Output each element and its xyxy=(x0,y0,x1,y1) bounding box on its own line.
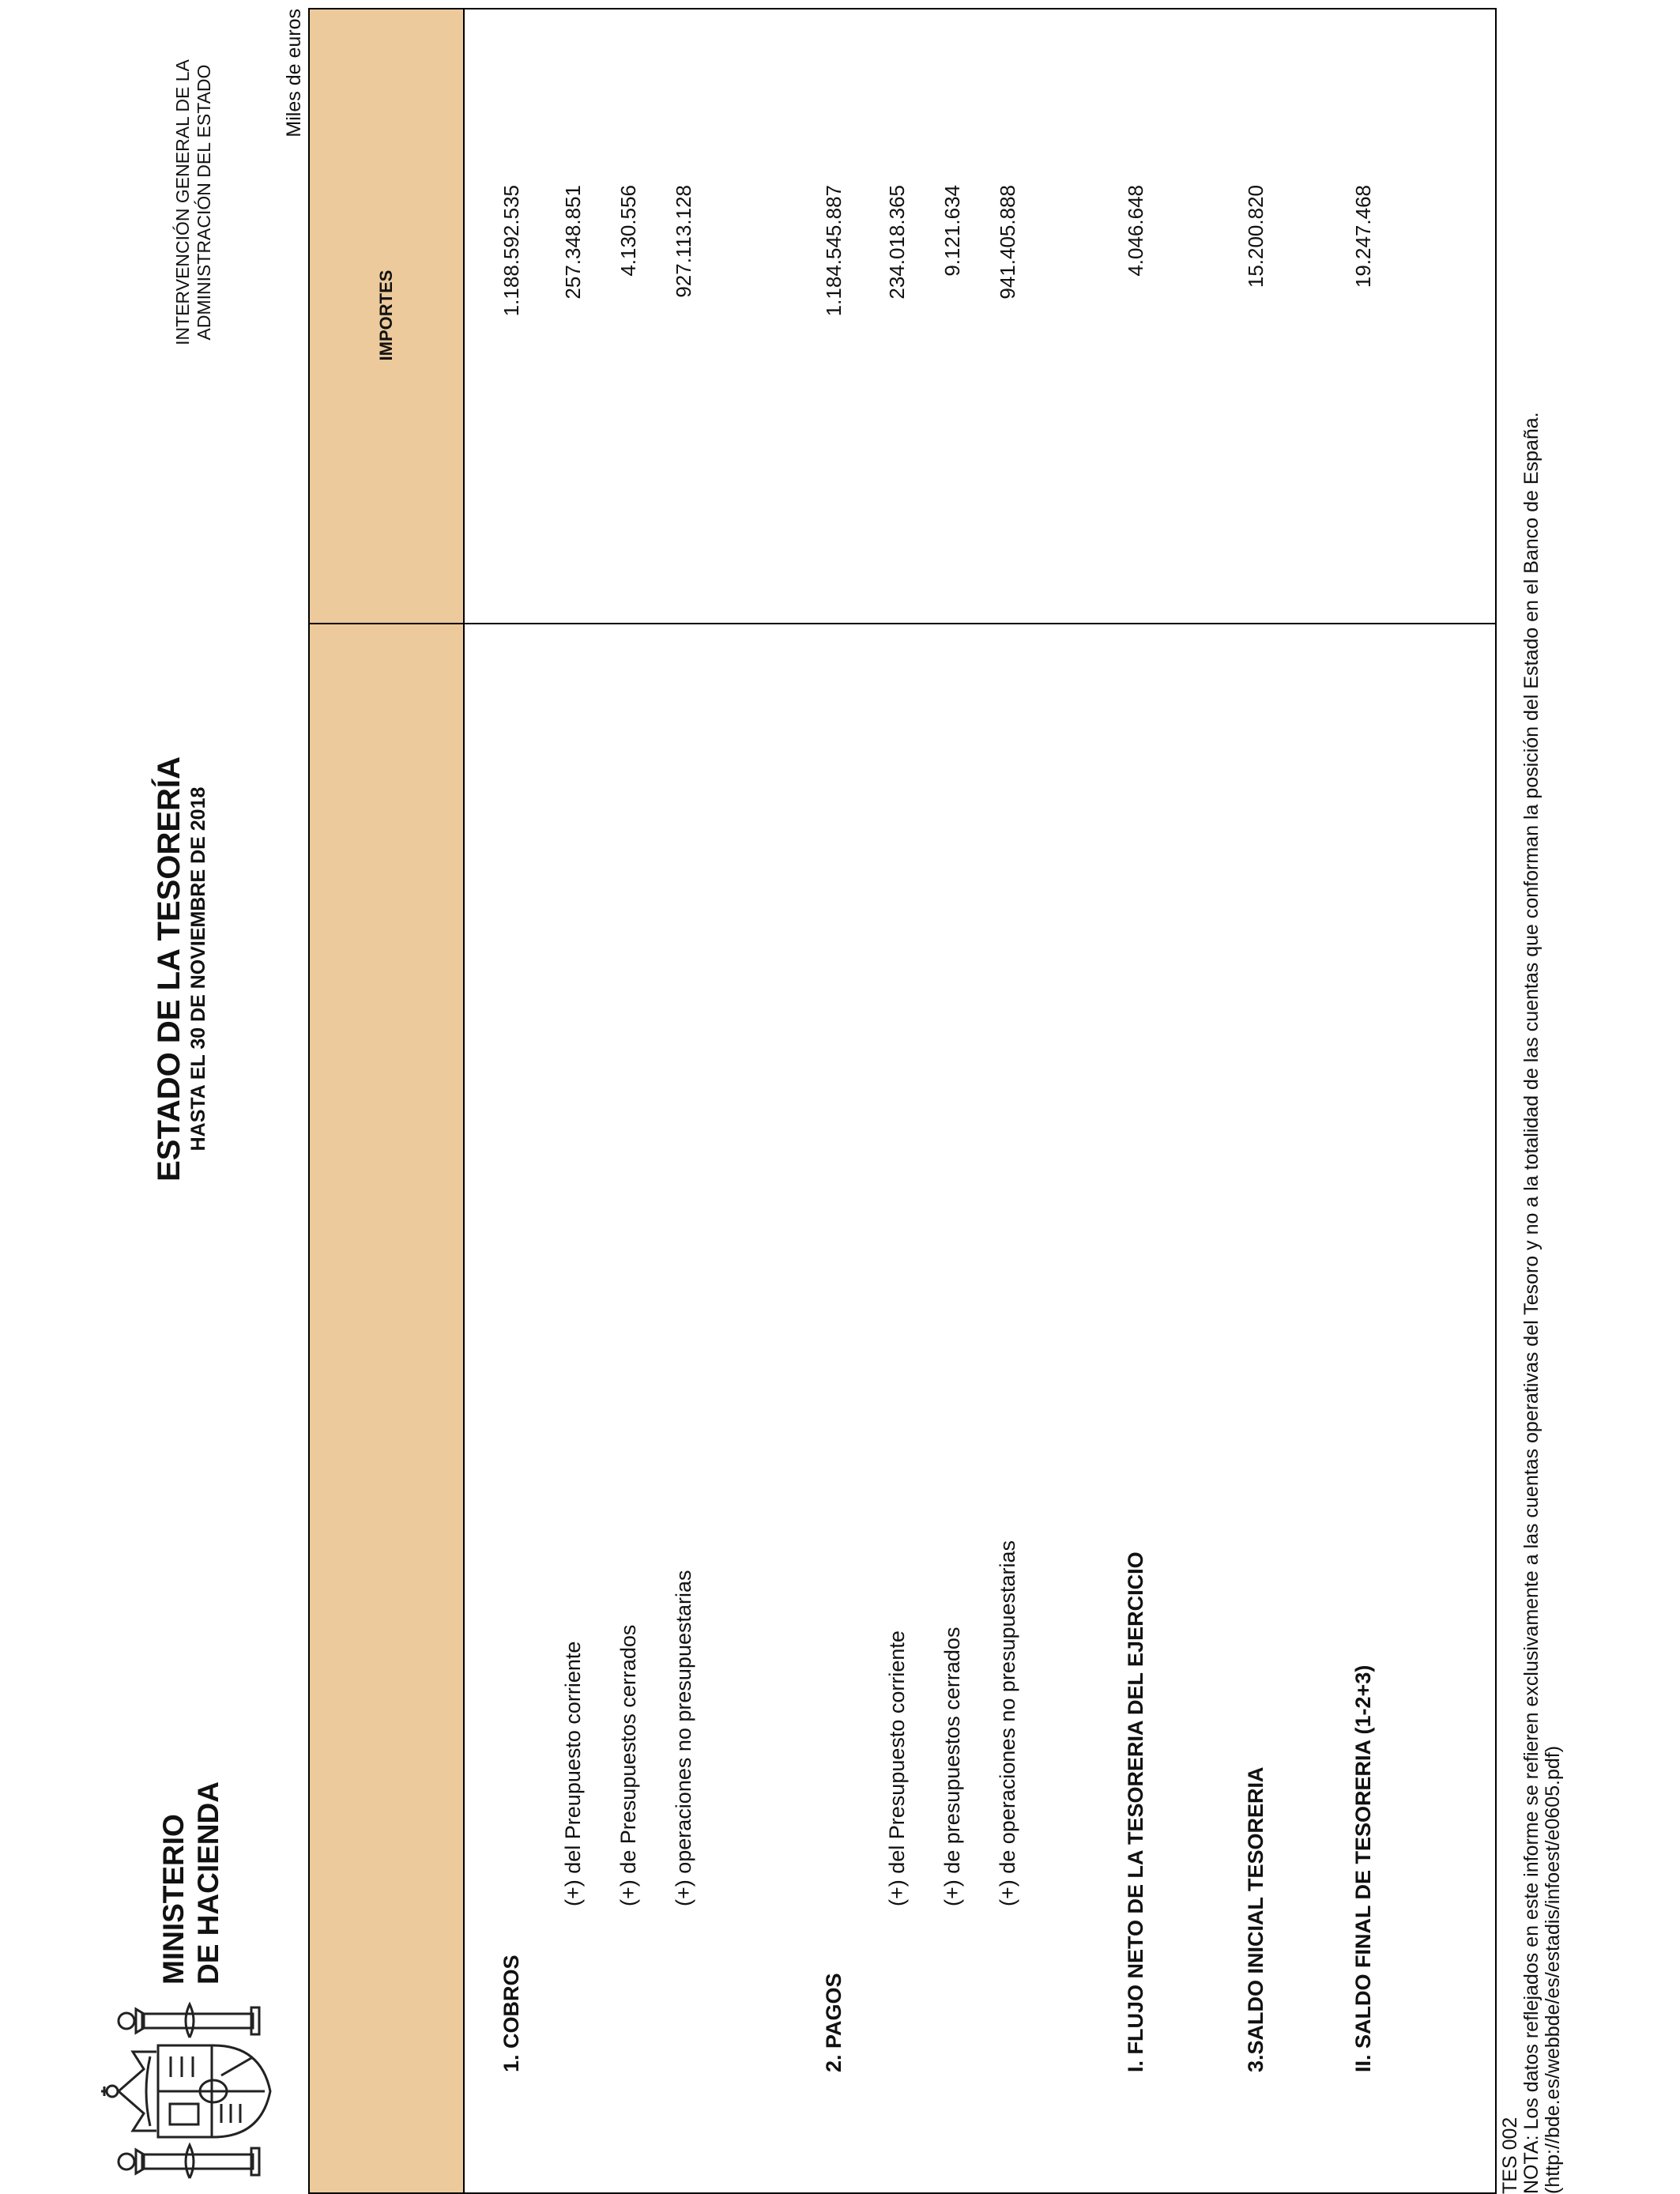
row-label-saldo-final: II. SALDO FINAL DE TESORERIA (1-2+3) xyxy=(1351,1664,1375,2072)
row-label-cobros: 1. COBROS xyxy=(499,1955,523,2072)
amount-saldo-final: 19.247.468 xyxy=(1351,185,1375,288)
issuing-agency xyxy=(172,28,215,376)
ministry-name-line1: MINISTERIO xyxy=(157,1814,190,1985)
amount-pagos: 1.184.545.887 xyxy=(822,185,846,317)
issuing-agency-line1: INTERVENCIÓN GENERAL DE LA xyxy=(172,59,193,345)
row-label-saldo-inicial: 3.SALDO INICIAL TESORERIA xyxy=(1244,1766,1268,2072)
amount-cobros-presupuestos-cerrados: 4.130.556 xyxy=(616,185,640,277)
row-label-pagos-presupuesto-corriente: (+) del Presupuesto corriente xyxy=(885,1630,909,1906)
amount-saldo-inicial: 15.200.820 xyxy=(1244,185,1268,288)
amount-pagos-presupuestos-cerrados: 9.121.634 xyxy=(940,185,964,277)
amount-flujo-neto: 4.046.648 xyxy=(1124,185,1147,277)
units-label: Miles de euros xyxy=(283,9,305,138)
amount-cobros: 1.188.592.535 xyxy=(499,185,523,317)
footer-source-link: (http://bde.es/webbde/es/estadis/infoest/e0605.pdf) xyxy=(1542,1745,1564,2194)
footer xyxy=(1500,8,1564,2194)
column-divider xyxy=(310,623,1495,624)
coat-of-arms-emblem xyxy=(95,1996,277,2186)
amount-pagos-presupuesto-corriente: 234.018.365 xyxy=(885,185,909,300)
issuing-agency-line2: ADMINISTRACIÓN DEL ESTADO xyxy=(194,64,214,341)
treasury-table xyxy=(308,8,1497,2194)
page-title: ESTADO DE LA TESORERÍA xyxy=(152,756,186,1182)
report-code: TES 002 xyxy=(1499,2117,1521,2194)
amount-cobros-no-presupuestarias: 927.113.128 xyxy=(672,185,695,298)
row-label-cobros-presupuesto-corriente: (+) del Preupuesto corriente xyxy=(561,1641,585,1906)
row-label-pagos-presupuestos-cerrados: (+) de presupuestos cerrados xyxy=(940,1627,964,1906)
ministry-name xyxy=(156,1781,226,1985)
title-block xyxy=(152,692,210,1246)
column-header-importes: IMPORTES xyxy=(376,270,396,361)
amount-cobros-presupuesto-corriente: 257.348.851 xyxy=(561,185,585,300)
amount-pagos-no-presupuestarias: 941.405.888 xyxy=(996,185,1019,300)
row-label-pagos: 2. PAGOS xyxy=(822,1973,846,2072)
page-subtitle: HASTA EL 30 DE NOVIEMBRE DE 2018 xyxy=(187,786,209,1152)
row-label-flujo-neto: I. FLUJO NETO DE LA TESORERIA DEL EJERCICIO xyxy=(1124,1551,1147,2072)
row-label-pagos-no-presupuestarias: (+) de operaciones no presupuestarias xyxy=(996,1540,1019,1906)
row-label-cobros-presupuestos-cerrados: (+) de Presupuestos cerrados xyxy=(616,1624,640,1906)
ministry-name-line2: DE HACIENDA xyxy=(192,1781,224,1985)
footer-note: NOTA: Los datos reflejados en este informe se refieren exclusivamente a las cuentas operativas del Tesoro y no a la totalidad de las cuentas que conforman la posición del Estado en el Banco de España. xyxy=(1520,412,1543,2194)
row-label-cobros-no-presupuestarias: (+) operaciones no presupuestarias xyxy=(672,1570,695,1906)
